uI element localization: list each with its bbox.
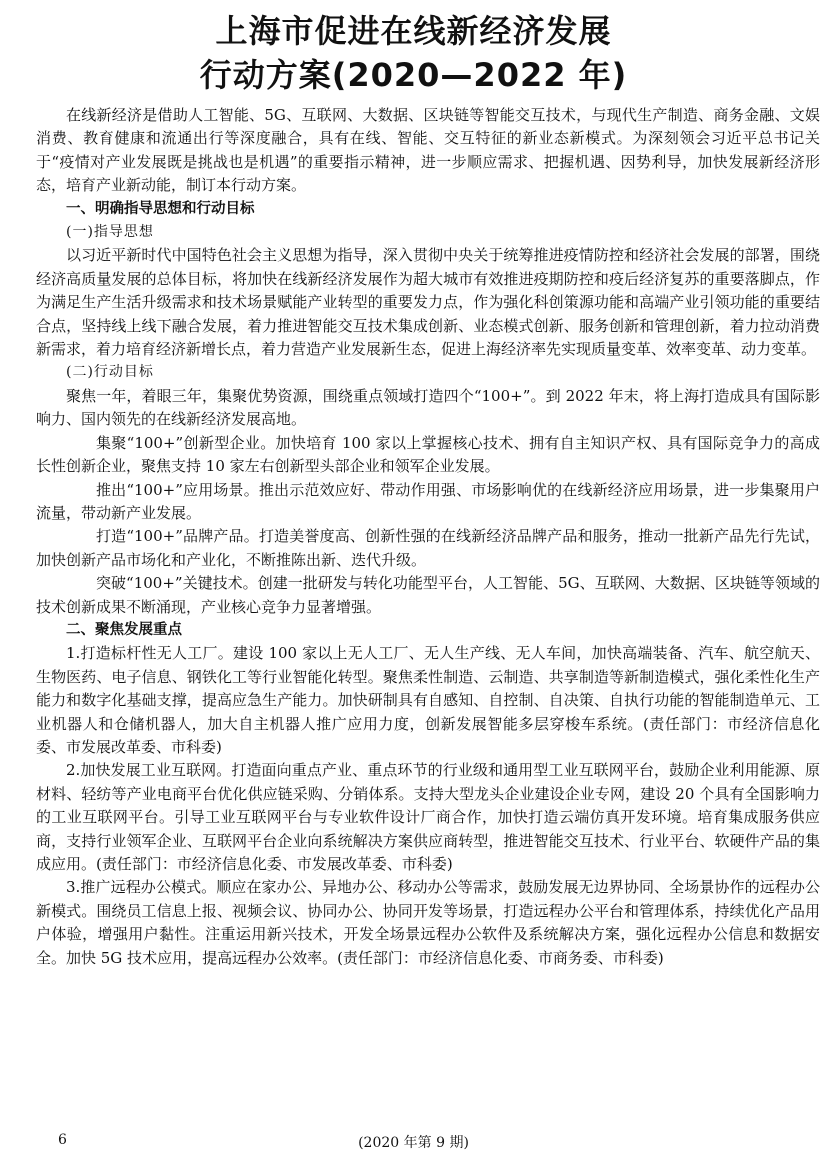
intro-paragraph: 在线新经济是借助人工智能、5G、互联网、大数据、区块链等智能交互技术，与现代生产制造、商务金融、文娱消费、教育健康和流通出行等深度融合，具有在线、智能、交互特征的新业态新模式。为深刻领会习近平总书记关于“疫情对产业发展既是挑战也是机遇”的重要指示精神，进一步顺应需求、把握机遇、因势利导，加快发展新经济形态，培育产业新动能，制订本行动方案。 (36, 106, 820, 195)
paragraph-item-3: 3.推广远程办公模式。顺应在家办公、异地办公、移动办公等需求，鼓励发展无边界协同、全场景协作的远程办公新模式。围绕员工信息上报、视频会议、协同办公、协同开发等场景，打造远程办公平台和管理体系，持续优化产品用户体验，增强用户黏性。注重运用新兴技术，开发全场景远程办公软件及系统解决方案，强化远程办公信息和数据安全。加快 5G 技术应用，提高远程办公效率。(责任部门：市经济信息化委、市商务委、市科委) (36, 878, 820, 967)
page-number: 6 (58, 1132, 67, 1148)
subsection-heading-guiding: (一)指导思想 (66, 224, 154, 241)
page-title-line1: 上海市促进在线新经济发展 (215, 12, 612, 50)
article-body (36, 104, 820, 970)
paragraph-goal-enterprises: 集聚“100+”创新型企业。加快培育 100 家以上掌握核心技术、拥有自主知识产权、具有国际竞争力的高成长性创新企业，聚焦支持 10 家左右创新型头部企业和领军企业发展。 (36, 433, 820, 476)
paragraph-goal-scenarios: 推出“100+”应用场景。推出示范效应好、带动作用强、市场影响优的在线新经济应用场景，进一步集聚用户流量，带动新产业发展。 (36, 480, 820, 522)
subsection-heading-goals: (二)行动目标 (66, 364, 154, 381)
section-heading-2: 二、聚焦发展重点 (66, 621, 182, 638)
paragraph-goal-products: 打造“100+”品牌产品。打造美誉度高、创新性强的在线新经济品牌产品和服务，推动一批新产品先行先试，加快创新产品市场化和产业化，不断推陈出新、迭代升级。 (36, 527, 820, 569)
paragraph-guiding: 以习近平新时代中国特色社会主义思想为指导，深入贯彻中央关于统筹推进疫情防控和经济社会发展的部署，围绕经济高质量发展的总体目标，将加快在线新经济发展作为超大城市有效推进疫期防控和疫后经济复苏的重要落脚点，作为满足生产生活升级需求和技术场景赋能产业转型的重要发力点，作为强化科创策源功能和高端产业引领功能的重要结合点，坚持线上线下融合发展，着力推进智能交互技术集成创新、业态模式创新、服务创新和管理创新，着力拉动消费新需求，着力培育经济新增长点，着力营造产业发展新生态，促进上海经济率先实现质量变革、效率变革、动力变革。 (36, 246, 820, 359)
issue-label: (2020 年第 9 期) (358, 1135, 469, 1151)
paragraph-item-1: 1.打造标杆性无人工厂。建设 100 家以上无人工厂、无人生产线、无人车间，加快高端装备、汽车、航空航天、生物医药、电子信息、钢铁化工等行业智能化转型。聚焦柔性制造、云制造、共享制造等新制造模式，强化柔性化生产能力和数字化基础支撑，提高应急生产能力。加快研制具有自感知、自控制、自决策、自执行功能的智能制造单元、工业机器人和仓储机器人，加大自主机器人推广应用力度，创新发展智能多层穿梭车系统。(责任部门：市经济信息化委、市发展改革委、市科委) (36, 644, 820, 756)
page-title-line2: 行动方案(2020—2022 年) (199, 56, 628, 94)
paragraph-goals: 聚焦一年，着眼三年，集聚优势资源，围绕重点领域打造四个“100+”。到 2022 年末，将上海打造成具有国际影响力、国内领先的在线新经济发展高地。 (36, 386, 820, 429)
paragraph-goal-technologies: 突破“100+”关键技术。创建一批研发与转化功能型平台，人工智能、5G、互联网、大数据、区块链等领域的技术创新成果不断涌现，产业核心竞争力显著增强。 (36, 574, 820, 616)
paragraph-item-2: 2.加快发展工业互联网。打造面向重点产业、重点环节的行业级和通用型工业互联网平台，鼓励企业利用能源、原材料、轻纺等产业电商平台优化供应链采购、分销体系。支持大型龙头企业建设企业专网，建设 20 个具有全国影响力的工业互联网平台。引导工业互联网平台与专业软件设计厂商合作，加快打造云端仿真开发环境。培育集成服务供应商，支持行业领军企业、互联网平台企业向系统解决方案供应商转型，推进智能交互技术、行业平台、软硬件产品的集成应用。(责任部门：市经济信息化委、市发展改革委、市科委) (36, 761, 820, 873)
section-heading-1: 一、明确指导思想和行动目标 (66, 200, 255, 217)
